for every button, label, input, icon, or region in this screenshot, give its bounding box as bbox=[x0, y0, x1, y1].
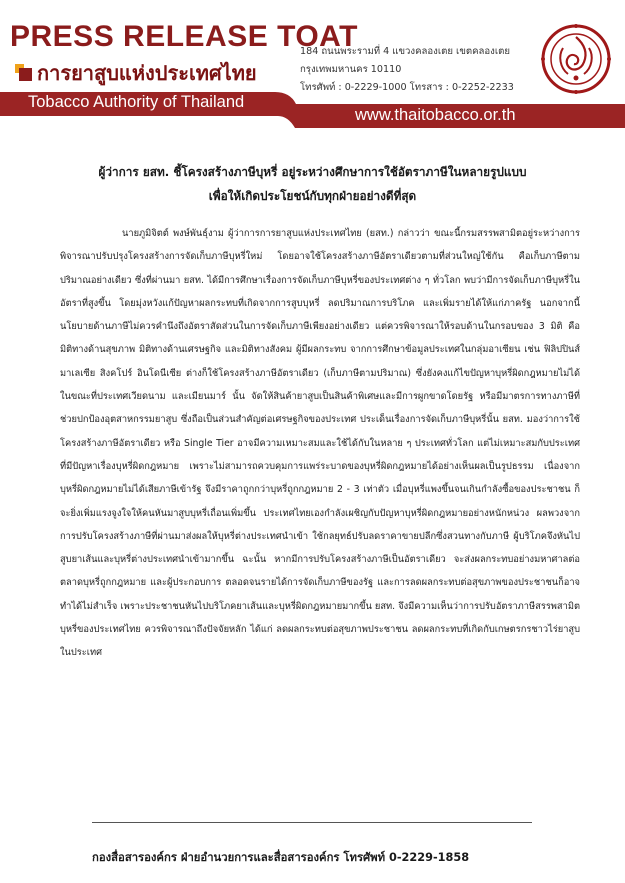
footer-contact: กองสื่อสารองค์กร ฝ่ายอำนวยการและสื่อสารองค์กร โทรศัพท์ 0-2229-1858 bbox=[92, 851, 470, 864]
article-headline bbox=[40, 160, 585, 208]
headline-line-1: ผู้ว่าการ ยสท. ชี้โครงสร้างภาษีบุหรี่ อยู่ระหว่างศึกษาการใช้อัตราภาษีในหลายรูปแบบ bbox=[98, 165, 527, 179]
address-line-1: 184 ถนนพระรามที่ 4 แขวงคลองเตย เขตคลองเตย bbox=[300, 46, 510, 57]
address-block bbox=[300, 43, 540, 97]
address-line-3: โทรศัพท์ : 0-2229-1000 โทรสาร : 0-2252-2233 bbox=[300, 82, 514, 93]
toat-emblem-icon bbox=[536, 22, 616, 96]
english-organization-name: Tobacco Authority of Thailand bbox=[28, 93, 245, 111]
thai-brand-block bbox=[15, 60, 257, 86]
headline-line-2: เพื่อให้เกิดประโยชน์กับทุกฝ่ายอย่างดีที่สุด bbox=[208, 189, 417, 203]
brand-square-icon bbox=[15, 64, 33, 82]
footer-divider bbox=[92, 822, 532, 823]
press-release-title: PRESS RELEASE TOAT bbox=[10, 20, 358, 53]
website-url[interactable]: www.thaitobacco.or.th bbox=[355, 106, 516, 124]
thai-organization-name: การยาสูบแห่งประเทศไทย bbox=[37, 61, 257, 85]
article-body bbox=[60, 222, 580, 665]
article-body-text: นายภูมิจิตต์ พงษ์พันธุ์งาม ผู้ว่าการการยาสูบแห่งประเทศไทย (ยสท.) กล่าวว่า ขณะนี้กรมสรรพสามิตอยู่ระหว่างการพิจารณาปรับปรุงโครงสร้างการจัดเก็บภาษีบุหรี่ใหม่ โดยอาจใช้โครงสร้างภาษีอัตราเดียวตามที่ส่วนใหญ่ใช้กัน คือเก็บภาษีตามปริมาณอย่างเดียว ซึ่งที่ผ่านมา ยสท. ได้มีการศึกษาเรื่องการจัดเก็บภาษีบุหรี่ของประเทศต่าง ๆ ทั่วโลก พบว่ามีการจัดเก็บภาษีบุหรี่ในอัตราที่สูงขึ้น โดยมุ่งหวังแก้ปัญหาผลกระทบที่เกิดจากการสูบบุหรี่ ลดปริมาณการบริโภค และเพิ่มรายได้ให้แก่ภาครัฐ นอกจากนี้ นโยบายด้านภาษีไม่ควรคำนึงถึงอัตราสัดส่วนในการจัดเก็บภาษีเพียงอย่างเดียว แต่ควรพิจารณาให้รอบด้านในกรอบของ 3 มิติ คือ มิติทางด้านสุขภาพ มิติทางด้านเศรษฐกิจ และมิติทางสังคม ผู้มีผลกระทบ จากการศึกษาข้อมูลประเทศในกลุ่มอาเซียน เช่น ฟิลิปปินส์ มาเลเซีย สิงคโปร์ อินโดนีเซีย ต่างก็ใช้โครงสร้างภาษีอัตราเดียว (เก็บภาษีตามปริมาณ) ซึ่งยังคงแก้ไขปัญหาบุหรี่ผิดกฎหมายไม่ได้ ในขณะที่ประเทศเวียดนาม และเมียนมาร์ นั้น จัดให้สินค้ายาสูบเป็นสินค้าพิเศษและมีการผูกขาดโดยรัฐ หรือมีมาตรการทางภาษีที่ช่วยปกป้องอุตสาหกรรมยาสูบ ซึ่งถือเป็นส่วนสำคัญต่อเศรษฐกิจของประเทศ ประเด็นเรื่องการจัดเก็บภาษีบุหรี่นั้น ยสท. มองว่าการใช้โครงสร้างภาษีอัตราเดียว หรือ Single Tier อาจมีความเหมาะสมและใช้ได้กับในหลาย ๆ ประเทศทั่วโลก แต่ไม่เหมาะสมกับประเทศที่มีปัญหาเรื่องบุหรี่ผิดกฎหมาย เพราะไม่สามารถควบคุมการแพร่ระบาดของบุหรี่ผิดกฎหมายได้อย่างเห็นผลเป็นรูปธรรม เนื่องจากบุหรี่ผิดกฎหมายไม่ได้เสียภาษีเข้ารัฐ จึงมีราคาถูกกว่าบุหรี่ถูกกฎหมาย 2 - 3 เท่าตัว เมื่อบุหรี่แพงขึ้นจนเกินกำลังซื้อของประชาชน ก็จะยิ่งเพิ่มแรงจูงใจให้คนหันมาสูบบุหรี่เถื่อนเพิ่มขึ้น ประเทศไทยเองกำลังเผชิญกับปัญหาบุหรี่ผิดกฎหมายอย่างหนักหน่วง ผลพวงจากการปรับโครงสร้างภาษีที่ผ่านมาส่งผลให้บุหรี่ต่างประเทศนำเข้า ใช้กลยุทธ์ปรับลดราคาขายปลีกซึ่งสวนทางกับภาษี ผู้บริโภคจึงหันไปสูบยาเส้นและบุหรี่ต่างประเทศนำเข้ามากขึ้น ฉะนั้น หากมีการปรับโครงสร้างภาษีเป็นอัตราเดียว จะส่งผลกระทบอย่างมหาศาลต่อตลาดบุหรี่ถูกกฎหมาย และผู้ประกอบการ ตลอดจนรายได้การจัดเก็บภาษีของรัฐ และการลดผลกระทบต่อสุขภาพของประชาชนก็อาจทำได้ไม่สำเร็จ เพราะประชาชนหันไปบริโภคยาเส้นและบุหรี่ผิดกฎหมายมากขึ้น ยสท. จึงมีความเห็นว่าการปรับอัตราภาษีสรรพสามิตบุหรี่ของประเทศไทย ควรพิจารณาถึงปัจจัยหลัก ได้แก่ ลดผลกระทบต่อสุขภาพประชาชน ลดผลกระทบที่เกิดกับเกษตรกรชาวไร่ยาสูบในประเทศ bbox=[60, 228, 580, 659]
address-line-2: กรุงเทพมหานคร 10110 bbox=[300, 64, 402, 75]
